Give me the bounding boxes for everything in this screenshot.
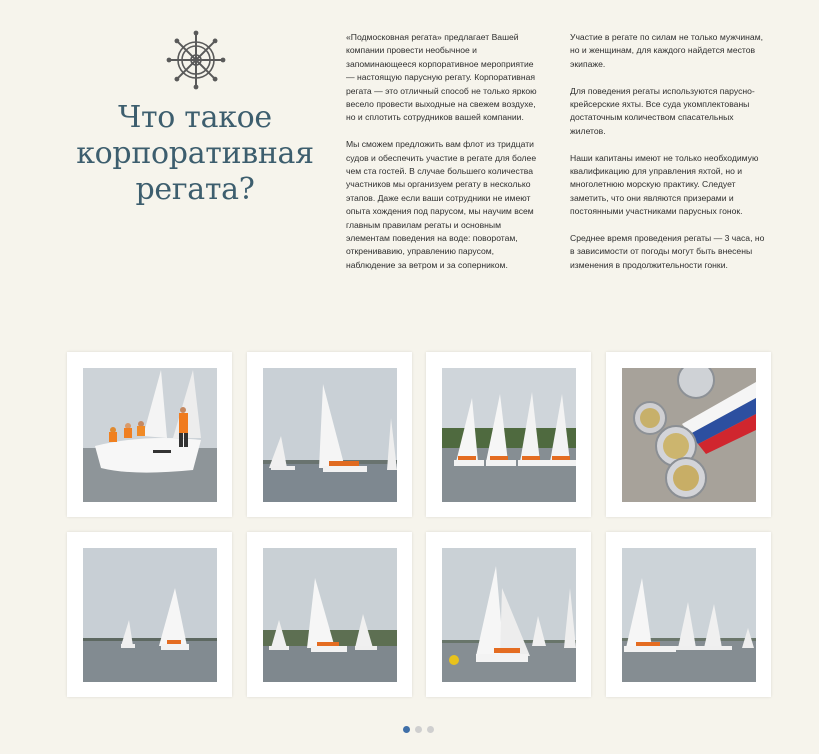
gallery-photo-yachts-finish[interactable] [606, 532, 771, 697]
photo-two-yachts [83, 548, 217, 682]
photo-medals [622, 368, 756, 502]
paragraph: «Подмосковная регата» предлагает Вашей компании провести необычное и запоминающееся корпоративное мероприятие — настоящую парусную регату. Корпоративная регата — это отличный способ не только яркою весело провести выходные на свежем воздухе, но и сплотить сотрудников вашей компании. [346, 32, 537, 123]
pagination-dot[interactable] [403, 726, 410, 733]
pagination-dot[interactable] [415, 726, 422, 733]
photo-yacht-fleet-start [442, 368, 576, 502]
photo-yachts-finish [622, 548, 756, 682]
paragraph: Мы сможем предложить вам флот из тридцати судов и обеспечить участие в регате для более чем ста гостей. В случае большего количества участников мы организуем регату в несколько этапов. Даже если ваши сотрудники не имеют опыта хождения под парусом, мы научим всем главным правилам регаты и основным элементам поведения на воде: поворотам, откренивавию, управлению парусом, наблюдение за ветром и за соперником. [346, 139, 537, 270]
text-column-right [570, 31, 765, 286]
gallery-photo-yacht-buoy[interactable] [426, 532, 591, 697]
paragraph: Участие в регате по силам не только мужчинам, но и женщинам, для каждого найдется местов экипаже. [570, 32, 763, 69]
photo-crew-on-yacht [83, 368, 217, 502]
gallery-photo-medals[interactable] [606, 352, 771, 517]
text-column-left [346, 31, 539, 286]
gallery-photo-crew-on-yacht[interactable] [67, 352, 232, 517]
photo-yachts-sailing [263, 368, 397, 502]
gallery-photo-yacht-fleet-start[interactable] [426, 352, 591, 517]
gallery-photo-yachts-sailing[interactable] [247, 352, 412, 517]
paragraph: Для поведения регаты используются парусно-крейсерские яхты. Все суда укомплектованы достаточным количеством спасательных жилетов. [570, 85, 755, 136]
paragraph: Среднее время проведения регаты — 3 часа, но в зависимости от погоды могут быть внесены изменения в продолжительности гонки. [570, 233, 765, 270]
page-title: Что такое корпоративная регата? [76, 100, 314, 207]
ship-wheel-icon [166, 30, 226, 90]
pagination-dot[interactable] [427, 726, 434, 733]
paragraph: Наши капитаны имеют не только необходимую квалификацию для управления яхтой, но и многолетнюю морскую практику. Следует заметить, что они являются призерами и постоянными участниками парусных гонок. [570, 152, 759, 217]
gallery-photo-yachts-race[interactable] [247, 532, 412, 697]
photo-yachts-race [263, 548, 397, 682]
photo-yacht-buoy [442, 548, 576, 682]
gallery-photo-two-yachts[interactable] [67, 532, 232, 697]
